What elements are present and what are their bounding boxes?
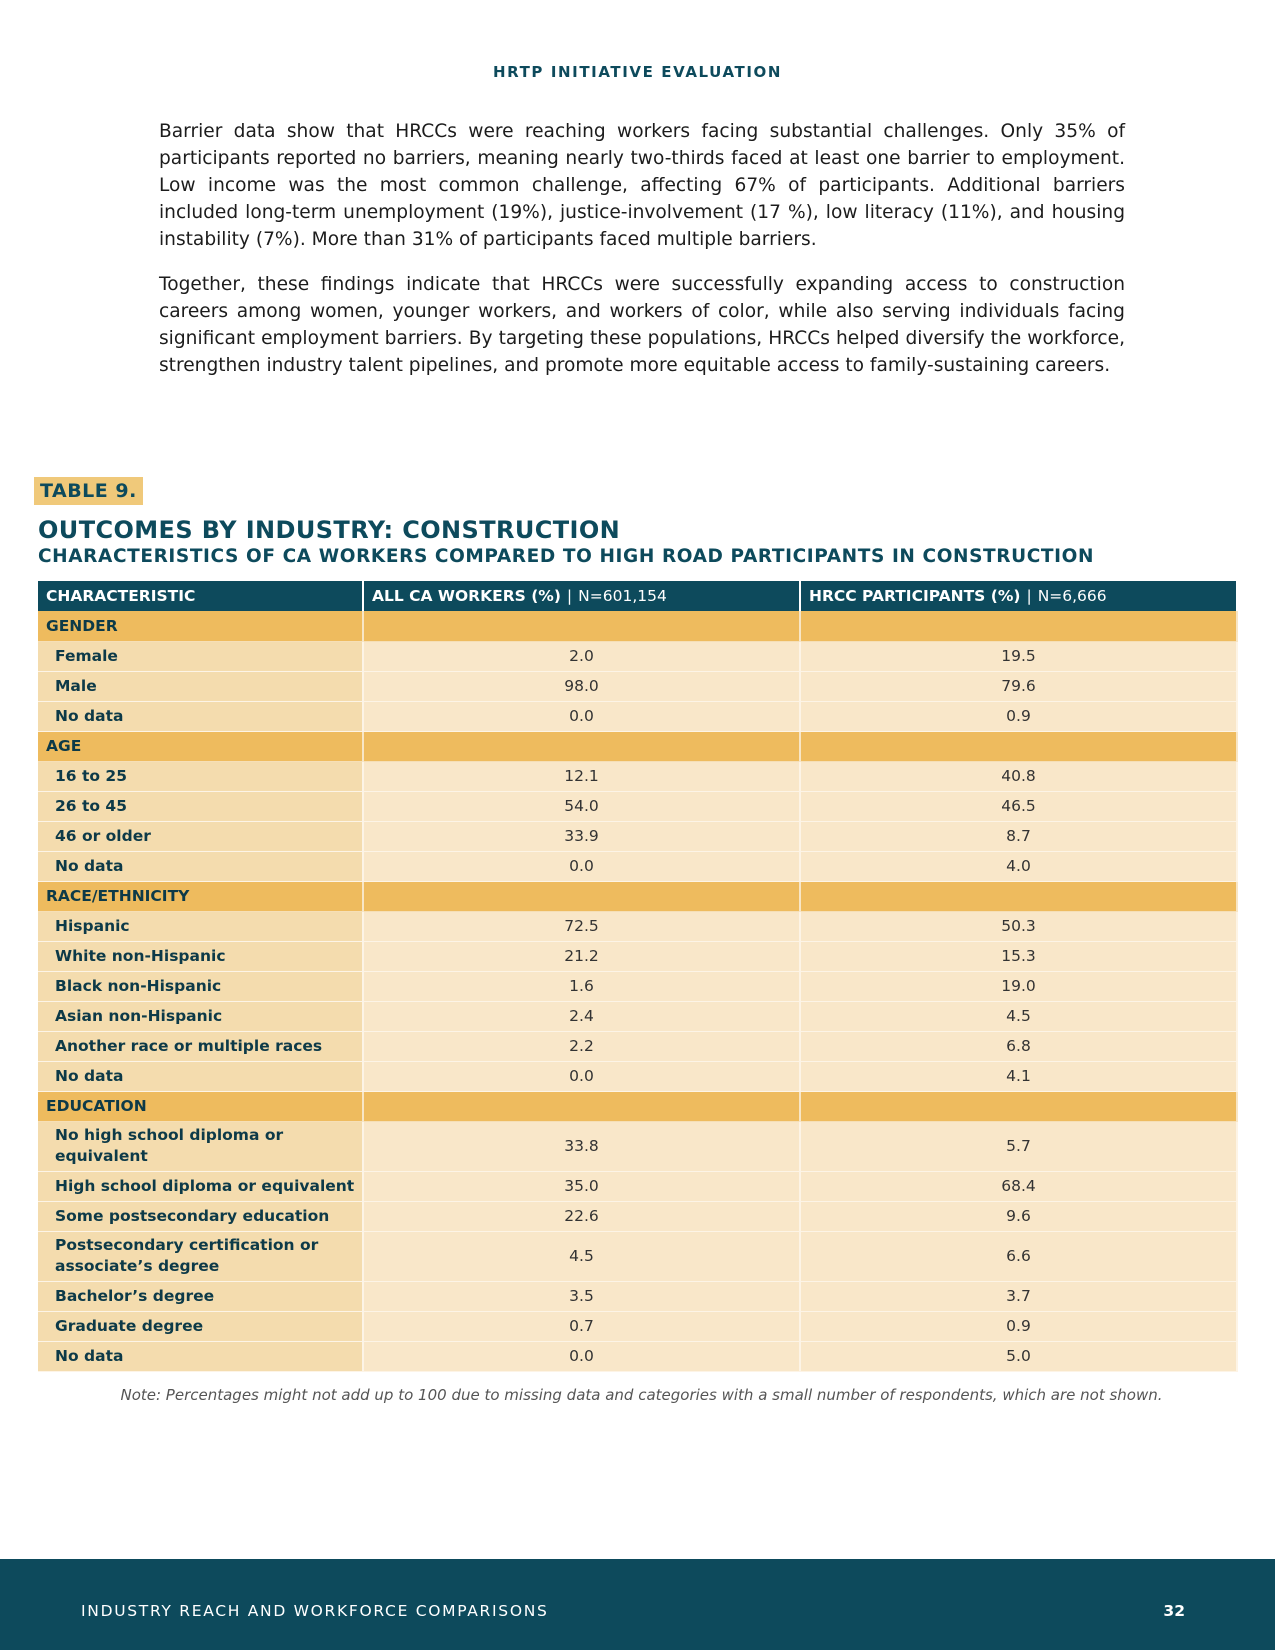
hrcc-value: 5.7 bbox=[800, 1121, 1237, 1171]
hrcc-value: 6.6 bbox=[800, 1231, 1237, 1281]
hrcc-value: 68.4 bbox=[800, 1171, 1237, 1201]
hrcc-value: 40.8 bbox=[800, 761, 1237, 791]
hrcc-value: 3.7 bbox=[800, 1281, 1237, 1311]
table-row bbox=[38, 1311, 1237, 1341]
category-row bbox=[38, 881, 1237, 911]
category-cell bbox=[800, 1091, 1237, 1121]
hrcc-value: 4.5 bbox=[800, 1001, 1237, 1031]
category-label: RACE/ETHNICITY bbox=[38, 881, 363, 911]
column-header-characteristic: CHARACTERISTIC bbox=[38, 581, 363, 611]
table-title: OUTCOMES BY INDUSTRY: CONSTRUCTION bbox=[38, 516, 621, 544]
table-row bbox=[38, 1281, 1237, 1311]
body-paragraph-1 bbox=[159, 118, 1125, 253]
row-label: Graduate degree bbox=[38, 1311, 363, 1341]
all-ca-value: 98.0 bbox=[363, 671, 800, 701]
column-header-hrcc-participants: HRCC PARTICIPANTS (%) | N=6,666 bbox=[800, 581, 1237, 611]
table-number-tag: TABLE 9. bbox=[34, 477, 143, 505]
table-row bbox=[38, 791, 1237, 821]
table-row bbox=[38, 821, 1237, 851]
all-ca-value: 21.2 bbox=[363, 941, 800, 971]
row-label: Asian non-Hispanic bbox=[38, 1001, 363, 1031]
table-row bbox=[38, 641, 1237, 671]
table-subtitle: CHARACTERISTICS OF CA WORKERS COMPARED TO HIGH ROAD PARTICIPANTS IN CONSTRUCTION bbox=[38, 546, 1095, 567]
row-label: 16 to 25 bbox=[38, 761, 363, 791]
table-row bbox=[38, 1121, 1237, 1171]
category-row bbox=[38, 611, 1237, 641]
all-ca-value: 22.6 bbox=[363, 1201, 800, 1231]
hrcc-value: 9.6 bbox=[800, 1201, 1237, 1231]
hrcc-value: 0.9 bbox=[800, 1311, 1237, 1341]
row-label: High school diploma or equivalent bbox=[38, 1171, 363, 1201]
hrcc-value: 8.7 bbox=[800, 821, 1237, 851]
paragraph-text: Together, these findings indicate that HRCCs were successfully expanding access to construction careers among women, younger workers, and workers of color, while also serving individuals facing significant employment barriers. By targeting these populations, HRCCs helped diversify the workforce, strengthen industry talent pipelines, and promote more equitable access to family-sustaining careers. bbox=[159, 274, 1125, 376]
row-label: Black non-Hispanic bbox=[38, 971, 363, 1001]
row-label: No data bbox=[38, 851, 363, 881]
all-ca-value: 0.0 bbox=[363, 851, 800, 881]
all-ca-value: 1.6 bbox=[363, 971, 800, 1001]
table-note: Note: Percentages might not add up to 100 due to missing data and categories with a small number of respondents, which are not shown. bbox=[120, 1386, 1163, 1404]
row-label: Another race or multiple races bbox=[38, 1031, 363, 1061]
category-cell bbox=[363, 1091, 800, 1121]
column-header-all-ca-workers: ALL CA WORKERS (%) | N=601,154 bbox=[363, 581, 800, 611]
running-head: HRTP INITIATIVE EVALUATION bbox=[492, 63, 783, 81]
hrcc-value: 0.9 bbox=[800, 701, 1237, 731]
category-label: GENDER bbox=[38, 611, 363, 641]
hrcc-value: 6.8 bbox=[800, 1031, 1237, 1061]
table-row bbox=[38, 1171, 1237, 1201]
sample-size: N=6,666 bbox=[1037, 587, 1107, 605]
table-row bbox=[38, 701, 1237, 731]
hrcc-value: 4.1 bbox=[800, 1061, 1237, 1091]
row-label: Hispanic bbox=[38, 911, 363, 941]
table-header-row bbox=[38, 581, 1237, 611]
row-label: Female bbox=[38, 641, 363, 671]
hrcc-value: 4.0 bbox=[800, 851, 1237, 881]
table-row bbox=[38, 1061, 1237, 1091]
all-ca-value: 0.0 bbox=[363, 1061, 800, 1091]
all-ca-value: 4.5 bbox=[363, 1231, 800, 1281]
hrcc-value: 19.0 bbox=[800, 971, 1237, 1001]
all-ca-value: 0.0 bbox=[363, 701, 800, 731]
hrcc-value: 79.6 bbox=[800, 671, 1237, 701]
row-label: No data bbox=[38, 1061, 363, 1091]
category-cell bbox=[363, 611, 800, 641]
category-cell bbox=[800, 881, 1237, 911]
hrcc-value: 46.5 bbox=[800, 791, 1237, 821]
row-label: White non-Hispanic bbox=[38, 941, 363, 971]
all-ca-value: 54.0 bbox=[363, 791, 800, 821]
row-label: Male bbox=[38, 671, 363, 701]
table-row bbox=[38, 1031, 1237, 1061]
row-label: 26 to 45 bbox=[38, 791, 363, 821]
table-row bbox=[38, 851, 1237, 881]
table-row bbox=[38, 1001, 1237, 1031]
table-row bbox=[38, 1201, 1237, 1231]
table-row bbox=[38, 911, 1237, 941]
table-row bbox=[38, 941, 1237, 971]
hrcc-value: 5.0 bbox=[800, 1341, 1237, 1371]
row-label: No high school diploma or equivalent bbox=[38, 1121, 363, 1171]
all-ca-value: 2.2 bbox=[363, 1031, 800, 1061]
table-row bbox=[38, 671, 1237, 701]
all-ca-value: 2.4 bbox=[363, 1001, 800, 1031]
paragraph-text: Barrier data show that HRCCs were reaching workers facing substantial challenges. Only 35% of participants reported no barriers, meaning nearly two-thirds faced at least one barrier to employment. Low income was the most common challenge, affecting 67% of participants. Additional barriers included long-term unemployment (19%), justice-involvement (17 %), low literacy (11%), and housing instability (7%). More than 31% of participants faced multiple barriers. bbox=[159, 121, 1125, 250]
category-row bbox=[38, 731, 1237, 761]
category-label: AGE bbox=[38, 731, 363, 761]
all-ca-value: 72.5 bbox=[363, 911, 800, 941]
hrcc-value: 50.3 bbox=[800, 911, 1237, 941]
all-ca-value: 35.0 bbox=[363, 1171, 800, 1201]
all-ca-value: 3.5 bbox=[363, 1281, 800, 1311]
page-number: 32 bbox=[1163, 1602, 1185, 1620]
row-label: 46 or older bbox=[38, 821, 363, 851]
characteristics-table bbox=[38, 581, 1238, 1372]
sample-size: N=601,154 bbox=[578, 587, 667, 605]
category-row bbox=[38, 1091, 1237, 1121]
row-label: No data bbox=[38, 701, 363, 731]
table-row bbox=[38, 971, 1237, 1001]
category-cell bbox=[800, 611, 1237, 641]
table-row bbox=[38, 1341, 1237, 1371]
all-ca-value: 0.0 bbox=[363, 1341, 800, 1371]
footer-section-title: INDUSTRY REACH AND WORKFORCE COMPARISONS bbox=[81, 1602, 549, 1620]
table-row bbox=[38, 761, 1237, 791]
row-label: No data bbox=[38, 1341, 363, 1371]
all-ca-value: 2.0 bbox=[363, 641, 800, 671]
body-paragraph-2 bbox=[159, 271, 1125, 379]
category-cell bbox=[363, 881, 800, 911]
all-ca-value: 0.7 bbox=[363, 1311, 800, 1341]
hrcc-value: 19.5 bbox=[800, 641, 1237, 671]
table-row bbox=[38, 1231, 1237, 1281]
all-ca-value: 33.9 bbox=[363, 821, 800, 851]
all-ca-value: 33.8 bbox=[363, 1121, 800, 1171]
hrcc-value: 15.3 bbox=[800, 941, 1237, 971]
row-label: Postsecondary certification or associate’s degree bbox=[38, 1231, 363, 1281]
row-label: Bachelor’s degree bbox=[38, 1281, 363, 1311]
row-label: Some postsecondary education bbox=[38, 1201, 363, 1231]
category-cell bbox=[363, 731, 800, 761]
table-body bbox=[38, 611, 1237, 1371]
all-ca-value: 12.1 bbox=[363, 761, 800, 791]
category-cell bbox=[800, 731, 1237, 761]
category-label: EDUCATION bbox=[38, 1091, 363, 1121]
page-footer bbox=[0, 1559, 1275, 1650]
